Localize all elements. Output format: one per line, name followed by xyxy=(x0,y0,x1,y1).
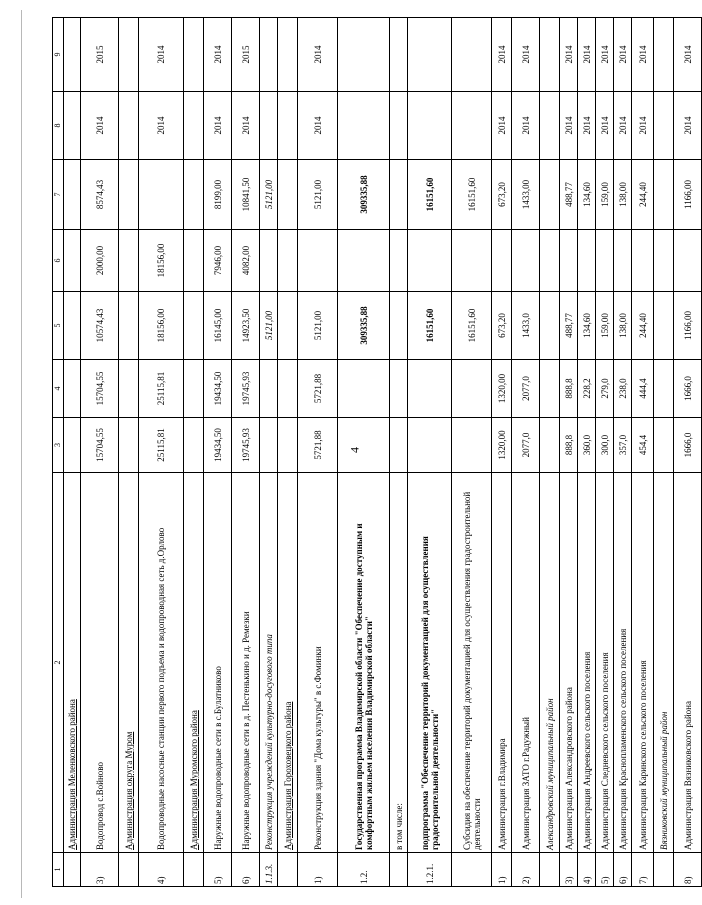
table-cell-col6 xyxy=(64,230,81,292)
table-cell-col6 xyxy=(278,230,298,292)
table-cell-col2: Администрация Гороховецкого района xyxy=(278,473,298,853)
table-cell-col8: 2014 xyxy=(560,92,578,160)
table-cell-col1: 1.2. xyxy=(338,853,390,887)
table-cell-col4 xyxy=(338,360,390,418)
table-row xyxy=(139,18,184,887)
table-cell-col7: 138,00 xyxy=(614,160,632,230)
table-cell-col8: 2014 xyxy=(492,92,512,160)
table-cell-col8: 2014 xyxy=(81,92,119,160)
table-row xyxy=(452,18,492,887)
table-cell-col3: 1666,0 xyxy=(674,418,702,473)
table-cell-col4: 2077,0 xyxy=(512,360,540,418)
table-cell-col1: 1.2.1. xyxy=(408,853,452,887)
table-cell-col2: Водопровод с.Войново xyxy=(81,473,119,853)
table-container xyxy=(52,18,693,887)
col-header-7: 7 xyxy=(53,160,64,230)
table-cell-col5: 309335,88 xyxy=(338,292,390,360)
table-row xyxy=(596,18,614,887)
table-row xyxy=(540,18,560,887)
table-cell-col9 xyxy=(278,18,298,92)
table-cell-col8: 2014 xyxy=(512,92,540,160)
table-cell-col7: 8574,43 xyxy=(81,160,119,230)
table-cell-col6 xyxy=(119,230,139,292)
table-cell-col9 xyxy=(64,18,81,92)
table-cell-col3 xyxy=(540,418,560,473)
page-number: 4 xyxy=(347,447,362,453)
table-cell-col2: Государственная программа Владимирской области "Обеспечение доступным и комфортным жильем населения Владимирской области" xyxy=(338,473,390,853)
table-cell-col5: 134,60 xyxy=(578,292,596,360)
table-cell-col8 xyxy=(119,92,139,160)
table-cell-col9 xyxy=(119,18,139,92)
table-cell-col5: 244,40 xyxy=(632,292,654,360)
table-cell-col7 xyxy=(139,160,184,230)
table-row xyxy=(578,18,596,887)
table-row xyxy=(654,18,674,887)
table-cell-col8 xyxy=(338,92,390,160)
table-cell-col5: 1166,00 xyxy=(674,292,702,360)
table-cell-col1 xyxy=(654,853,674,887)
table-cell-col6 xyxy=(654,230,674,292)
table-cell-col3 xyxy=(278,418,298,473)
table-cell-col1 xyxy=(119,853,139,887)
table-cell-col5: 16151,60 xyxy=(408,292,452,360)
table-cell-col1: 3) xyxy=(560,853,578,887)
table-cell-col7: 309335,88 xyxy=(338,160,390,230)
table-cell-col7 xyxy=(278,160,298,230)
objects-table xyxy=(52,17,702,887)
table-cell-col9: 2014 xyxy=(578,18,596,92)
left-margin-line xyxy=(21,10,22,898)
table-row xyxy=(278,18,298,887)
col-header-5: 5 xyxy=(53,292,64,360)
table-cell-col4 xyxy=(390,360,408,418)
table-cell-col3: 888,8 xyxy=(560,418,578,473)
table-cell-col5: 10574,43 xyxy=(81,292,119,360)
table-cell-col8 xyxy=(184,92,204,160)
table-cell-col2: Реконструкция учреждений культурно-досугового типа xyxy=(260,473,278,853)
table-cell-col4 xyxy=(119,360,139,418)
table-cell-col9: 2014 xyxy=(614,18,632,92)
table-row xyxy=(81,18,119,887)
table-cell-col5: 5121,00 xyxy=(260,292,278,360)
table-cell-col2: Субсидия на обеспечение территорий документацией для осуществления градостроительной деятельности xyxy=(452,473,492,853)
col-header-4: 4 xyxy=(53,360,64,418)
table-cell-col1: 3) xyxy=(81,853,119,887)
table-cell-col6 xyxy=(614,230,632,292)
table-cell-col3: 360,0 xyxy=(578,418,596,473)
table-cell-col6 xyxy=(674,230,702,292)
table-cell-col2: Водопроводные насосные станции первого подъема и водопроводная сеть д.Орлово xyxy=(139,473,184,853)
table-cell-col3: 2077,0 xyxy=(512,418,540,473)
table-cell-col5 xyxy=(64,292,81,360)
table-cell-col6: 4082,00 xyxy=(232,230,260,292)
table-cell-col5: 1433,0 xyxy=(512,292,540,360)
table-cell-col3: 1320,00 xyxy=(492,418,512,473)
table-cell-col3 xyxy=(260,418,278,473)
table-cell-col3: 5721,88 xyxy=(298,418,338,473)
table-body xyxy=(64,18,702,887)
table-cell-col4: 1320,00 xyxy=(492,360,512,418)
table-cell-col8: 2014 xyxy=(674,92,702,160)
table-cell-col7: 488,77 xyxy=(560,160,578,230)
col-header-8: 8 xyxy=(53,92,64,160)
table-cell-col9: 2014 xyxy=(512,18,540,92)
table-cell-col5: 673,20 xyxy=(492,292,512,360)
table-cell-col7: 16151,60 xyxy=(408,160,452,230)
col-header-6: 6 xyxy=(53,230,64,292)
table-cell-col5: 138,00 xyxy=(614,292,632,360)
table-cell-col6: 18156,00 xyxy=(139,230,184,292)
rotated-table-frame xyxy=(52,18,693,887)
table-cell-col4 xyxy=(260,360,278,418)
table-cell-col3: 454,4 xyxy=(632,418,654,473)
table-cell-col7 xyxy=(540,160,560,230)
table-cell-col7 xyxy=(654,160,674,230)
table-cell-col4: 19434,50 xyxy=(204,360,232,418)
table-cell-col6 xyxy=(512,230,540,292)
table-cell-col9 xyxy=(260,18,278,92)
table-cell-col2: Александровский муниципальный район xyxy=(540,473,560,853)
table-cell-col9 xyxy=(452,18,492,92)
table-cell-col8 xyxy=(278,92,298,160)
table-cell-col8 xyxy=(540,92,560,160)
table-cell-col8: 2014 xyxy=(632,92,654,160)
table-cell-col6 xyxy=(184,230,204,292)
table-row xyxy=(64,18,81,887)
table-cell-col2: Наружные водопроводные сети в с.Булатниково xyxy=(204,473,232,853)
table-cell-col4: 228,2 xyxy=(578,360,596,418)
table-cell-col7: 8199,00 xyxy=(204,160,232,230)
table-cell-col4: 444,4 xyxy=(632,360,654,418)
table-cell-col2: Администрация Александровского района xyxy=(560,473,578,853)
col-header-1: 1 xyxy=(53,853,64,887)
table-cell-col3 xyxy=(338,418,390,473)
table-cell-col1: 1.1.3. xyxy=(260,853,278,887)
table-cell-col1: 8) xyxy=(674,853,702,887)
table-cell-col4: 19745,93 xyxy=(232,360,260,418)
table-cell-col7: 244,40 xyxy=(632,160,654,230)
table-cell-col9 xyxy=(184,18,204,92)
table-cell-col9: 2014 xyxy=(139,18,184,92)
table-cell-col1: 6) xyxy=(232,853,260,887)
table-cell-col9 xyxy=(390,18,408,92)
table-cell-col8: 2014 xyxy=(298,92,338,160)
table-cell-col9: 2015 xyxy=(81,18,119,92)
table-cell-col3 xyxy=(390,418,408,473)
table-cell-col7: 1433,00 xyxy=(512,160,540,230)
table-cell-col8: 2014 xyxy=(139,92,184,160)
table-cell-col4 xyxy=(452,360,492,418)
table-cell-col7 xyxy=(390,160,408,230)
table-cell-col9: 2014 xyxy=(560,18,578,92)
table-cell-col7: 16151,60 xyxy=(452,160,492,230)
table-cell-col4 xyxy=(184,360,204,418)
column-numbers-row xyxy=(53,18,64,887)
table-row xyxy=(408,18,452,887)
table-cell-col6 xyxy=(492,230,512,292)
table-cell-col1: 1) xyxy=(492,853,512,887)
table-cell-col5: 5121,00 xyxy=(298,292,338,360)
table-cell-col8 xyxy=(654,92,674,160)
table-cell-col1: 1) xyxy=(298,853,338,887)
table-cell-col3 xyxy=(119,418,139,473)
table-cell-col6 xyxy=(408,230,452,292)
table-cell-col8: 2014 xyxy=(614,92,632,160)
table-row xyxy=(298,18,338,887)
table-cell-col1: 5) xyxy=(596,853,614,887)
table-cell-col8 xyxy=(452,92,492,160)
table-cell-col3: 357,0 xyxy=(614,418,632,473)
table-cell-col2: подпрограмма "Обеспечение территорий документацией для осуществления градостроительной деятельности" xyxy=(408,473,452,853)
table-cell-col1 xyxy=(452,853,492,887)
table-cell-col2: Администрация г.Владимира xyxy=(492,473,512,853)
table-cell-col4 xyxy=(64,360,81,418)
table-cell-col5: 18156,00 xyxy=(139,292,184,360)
table-cell-col5: 488,77 xyxy=(560,292,578,360)
table-cell-col3 xyxy=(452,418,492,473)
table-row xyxy=(338,18,390,887)
col-header-9: 9 xyxy=(53,18,64,92)
table-cell-col4: 25115,81 xyxy=(139,360,184,418)
table-cell-col4 xyxy=(408,360,452,418)
table-cell-col9 xyxy=(654,18,674,92)
table-cell-col3 xyxy=(654,418,674,473)
table-cell-col8 xyxy=(260,92,278,160)
table-cell-col8 xyxy=(64,92,81,160)
table-cell-col2: Администрация Краснопламенского сельского поселения xyxy=(614,473,632,853)
table-cell-col9: 2014 xyxy=(204,18,232,92)
table-cell-col2: Администрация округа Муром xyxy=(119,473,139,853)
col-header-3: 3 xyxy=(53,418,64,473)
table-cell-col9 xyxy=(408,18,452,92)
table-cell-col1: 5) xyxy=(204,853,232,887)
table-cell-col2: Наружные водопроводные сети в д. Пестенькино и д. Ремезки xyxy=(232,473,260,853)
table-cell-col4: 1666,0 xyxy=(674,360,702,418)
table-cell-col7: 5121,00 xyxy=(298,160,338,230)
table-cell-col6 xyxy=(560,230,578,292)
table-cell-col3 xyxy=(184,418,204,473)
table-cell-col2: Администрация Меленковского района xyxy=(64,473,81,853)
table-cell-col1: 6) xyxy=(614,853,632,887)
table-cell-col1: 4) xyxy=(578,853,596,887)
table-cell-col1: 2) xyxy=(512,853,540,887)
table-cell-col2: Администрация Каринского сельского поселения xyxy=(632,473,654,853)
table-row xyxy=(232,18,260,887)
table-cell-col3: 19745,93 xyxy=(232,418,260,473)
table-cell-col3 xyxy=(408,418,452,473)
table-row xyxy=(674,18,702,887)
table-cell-col1: 4) xyxy=(139,853,184,887)
table-cell-col1 xyxy=(64,853,81,887)
table-cell-col3 xyxy=(64,418,81,473)
table-cell-col8: 2014 xyxy=(578,92,596,160)
table-cell-col5 xyxy=(184,292,204,360)
table-cell-col5: 16151,60 xyxy=(452,292,492,360)
table-cell-col7: 1166,00 xyxy=(674,160,702,230)
table-cell-col7 xyxy=(184,160,204,230)
table-cell-col3: 25115,81 xyxy=(139,418,184,473)
table-cell-col6 xyxy=(298,230,338,292)
table-cell-col2: Администрация Следневского сельского поселения xyxy=(596,473,614,853)
table-row xyxy=(614,18,632,887)
table-cell-col8 xyxy=(390,92,408,160)
table-row xyxy=(512,18,540,887)
table-cell-col7 xyxy=(64,160,81,230)
table-cell-col6 xyxy=(338,230,390,292)
table-cell-col9: 2014 xyxy=(298,18,338,92)
table-cell-col6: 7946,00 xyxy=(204,230,232,292)
table-cell-col5 xyxy=(654,292,674,360)
table-cell-col6: 2000,00 xyxy=(81,230,119,292)
table-cell-col3: 300,0 xyxy=(596,418,614,473)
col-header-2: 2 xyxy=(53,473,64,853)
table-cell-col3: 15704,55 xyxy=(81,418,119,473)
table-cell-col6 xyxy=(578,230,596,292)
table-cell-col5 xyxy=(390,292,408,360)
table-cell-col9 xyxy=(540,18,560,92)
table-cell-col4: 279,0 xyxy=(596,360,614,418)
table-cell-col6 xyxy=(540,230,560,292)
table-cell-col1 xyxy=(540,853,560,887)
table-row xyxy=(204,18,232,887)
table-cell-col6 xyxy=(632,230,654,292)
table-cell-col1: 7) xyxy=(632,853,654,887)
table-cell-col4: 238,0 xyxy=(614,360,632,418)
table-cell-col4 xyxy=(540,360,560,418)
table-cell-col2: Вязниковский муниципальный район xyxy=(654,473,674,853)
table-cell-col1 xyxy=(184,853,204,887)
table-cell-col4: 888,8 xyxy=(560,360,578,418)
table-cell-col9: 2015 xyxy=(232,18,260,92)
table-cell-col3: 19434,50 xyxy=(204,418,232,473)
table-cell-col7: 134,60 xyxy=(578,160,596,230)
table-cell-col5 xyxy=(540,292,560,360)
table-cell-col2: Администрация ЗАТО г.Радужный xyxy=(512,473,540,853)
table-cell-col2: Администрация Вязниковского района xyxy=(674,473,702,853)
table-cell-col2: Администрация Муромского района xyxy=(184,473,204,853)
table-row xyxy=(632,18,654,887)
table-row xyxy=(260,18,278,887)
table-row xyxy=(390,18,408,887)
table-cell-col8 xyxy=(408,92,452,160)
table-cell-col1 xyxy=(278,853,298,887)
table-row xyxy=(492,18,512,887)
table-cell-col4: 5721,88 xyxy=(298,360,338,418)
table-cell-col2: в том числе: xyxy=(390,473,408,853)
table-cell-col9: 2014 xyxy=(596,18,614,92)
table-row xyxy=(560,18,578,887)
table-cell-col5 xyxy=(278,292,298,360)
table-cell-col6 xyxy=(260,230,278,292)
table-cell-col6 xyxy=(390,230,408,292)
table-cell-col5 xyxy=(119,292,139,360)
table-cell-col7: 159,00 xyxy=(596,160,614,230)
table-cell-col5: 16145,00 xyxy=(204,292,232,360)
table-cell-col4 xyxy=(654,360,674,418)
table-cell-col8: 2014 xyxy=(232,92,260,160)
table-cell-col6 xyxy=(452,230,492,292)
table-cell-col4 xyxy=(278,360,298,418)
table-cell-col5: 14923,50 xyxy=(232,292,260,360)
table-cell-col8: 2014 xyxy=(596,92,614,160)
table-cell-col7: 5121,00 xyxy=(260,160,278,230)
table-cell-col1 xyxy=(390,853,408,887)
table-cell-col8: 2014 xyxy=(204,92,232,160)
table-cell-col4: 15704,55 xyxy=(81,360,119,418)
table-cell-col9: 2014 xyxy=(674,18,702,92)
table-row xyxy=(184,18,204,887)
table-cell-col6 xyxy=(596,230,614,292)
table-cell-col2: Администрация Андреевского сельского поселения xyxy=(578,473,596,853)
table-cell-col7: 673,20 xyxy=(492,160,512,230)
table-cell-col9 xyxy=(338,18,390,92)
table-cell-col7: 10841,50 xyxy=(232,160,260,230)
table-cell-col9: 2014 xyxy=(632,18,654,92)
table-cell-col2: Реконструкция здания "Дома культуры" в с.Фоминки xyxy=(298,473,338,853)
table-cell-col9: 2014 xyxy=(492,18,512,92)
table-cell-col5: 159,00 xyxy=(596,292,614,360)
table-cell-col7 xyxy=(119,160,139,230)
table-row xyxy=(119,18,139,887)
